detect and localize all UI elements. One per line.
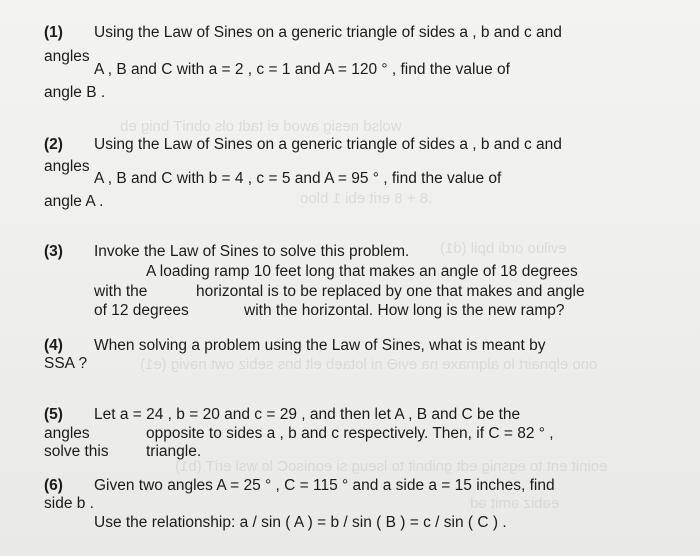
question-4-line-2: SSA ? [44, 355, 88, 372]
show-through-text: eoinit ent to egsnig edt gnibnit to lseug si eonisoC lo wsl eriT (b1) [175, 458, 608, 475]
question-number: (5) [44, 406, 63, 423]
question-3-line-3b: horizontal is to be replaced by one that makes and angle [196, 283, 585, 300]
question-4-line-1: When solving a problem using the Law of Sines, what is meant by [94, 337, 546, 354]
question-3-line-3a: with the [94, 283, 148, 300]
show-through-text: wolsd nesig awod ei tadt ols obniT bnig eb [120, 118, 402, 135]
question-2-line-1: Using the Law of Sines on a generic triangle of sides a , b and c and [94, 136, 562, 153]
question-2 [44, 136, 63, 154]
question-6-line-3: Use the relationship: a / sin ( A ) = b / sin ( B ) = c / sin ( C ) . [94, 514, 507, 531]
question-1-line-2: angles [44, 48, 90, 65]
show-through-text: eəbiz əmit əd [470, 495, 560, 512]
question-1-line-3: A , B and C with a = 2 , c = 1 and A = 120 ° , find the value of [94, 61, 510, 78]
question-number: (3) [44, 243, 63, 260]
question-2-line-4: angle A . [44, 193, 104, 210]
question-5-line-3b: triangle. [146, 443, 202, 460]
question-2-line-2: angles [44, 158, 90, 175]
question-3-line-1: Invoke the Law of Sines to solve this problem. [94, 243, 410, 260]
question-1-line-4: angle B . [44, 84, 106, 101]
question-4 [44, 337, 63, 355]
question-6-line-2: side b . [44, 495, 94, 512]
question-3-line-4b: with the horizontal. How long is the new ramp? [244, 302, 565, 319]
show-through-text: .8 + 8 erit ebi 1 bloo [300, 190, 433, 207]
question-3-line-2: A loading ramp 10 feet long that makes an angle of 18 degrees [146, 263, 578, 280]
question-5 [44, 406, 63, 424]
question-number: (1) [44, 24, 63, 41]
question-2-line-3: A , B and C with b = 4 , c = 5 and A = 95 ° , find the value of [94, 170, 502, 187]
question-number: (4) [44, 337, 63, 354]
question-3 [44, 243, 63, 261]
question-number: (2) [44, 136, 63, 153]
question-3-line-4a: of 12 degrees [94, 302, 189, 319]
question-5-line-2b: opposite to sides a , b and c respectively. Then, if C = 82 ° , [146, 425, 554, 442]
question-6 [44, 477, 63, 495]
question-5-line-1: Let a = 24 , b = 20 and c = 29 , and then let A , B and C be the [94, 406, 521, 423]
question-5-line-3a: solve this [44, 443, 109, 460]
show-through-text: ono elpnairt lo alqmaxe na eviƏ ni lotaeb elt bns sebiz owt nəvig (e1) [140, 356, 598, 373]
question-1-line-1: Using the Law of Sines on a generic triangle of sides a , b and c and [94, 24, 562, 41]
question-1 [44, 24, 63, 42]
question-6-line-1: Given two angles A = 25 ° , C = 115 ° and a side a = 15 inches, find [94, 477, 555, 494]
question-5-line-2a: angles [44, 425, 90, 442]
question-number: (6) [44, 477, 63, 494]
show-through-text: eviluo ordi bpil (d1) [440, 240, 567, 257]
